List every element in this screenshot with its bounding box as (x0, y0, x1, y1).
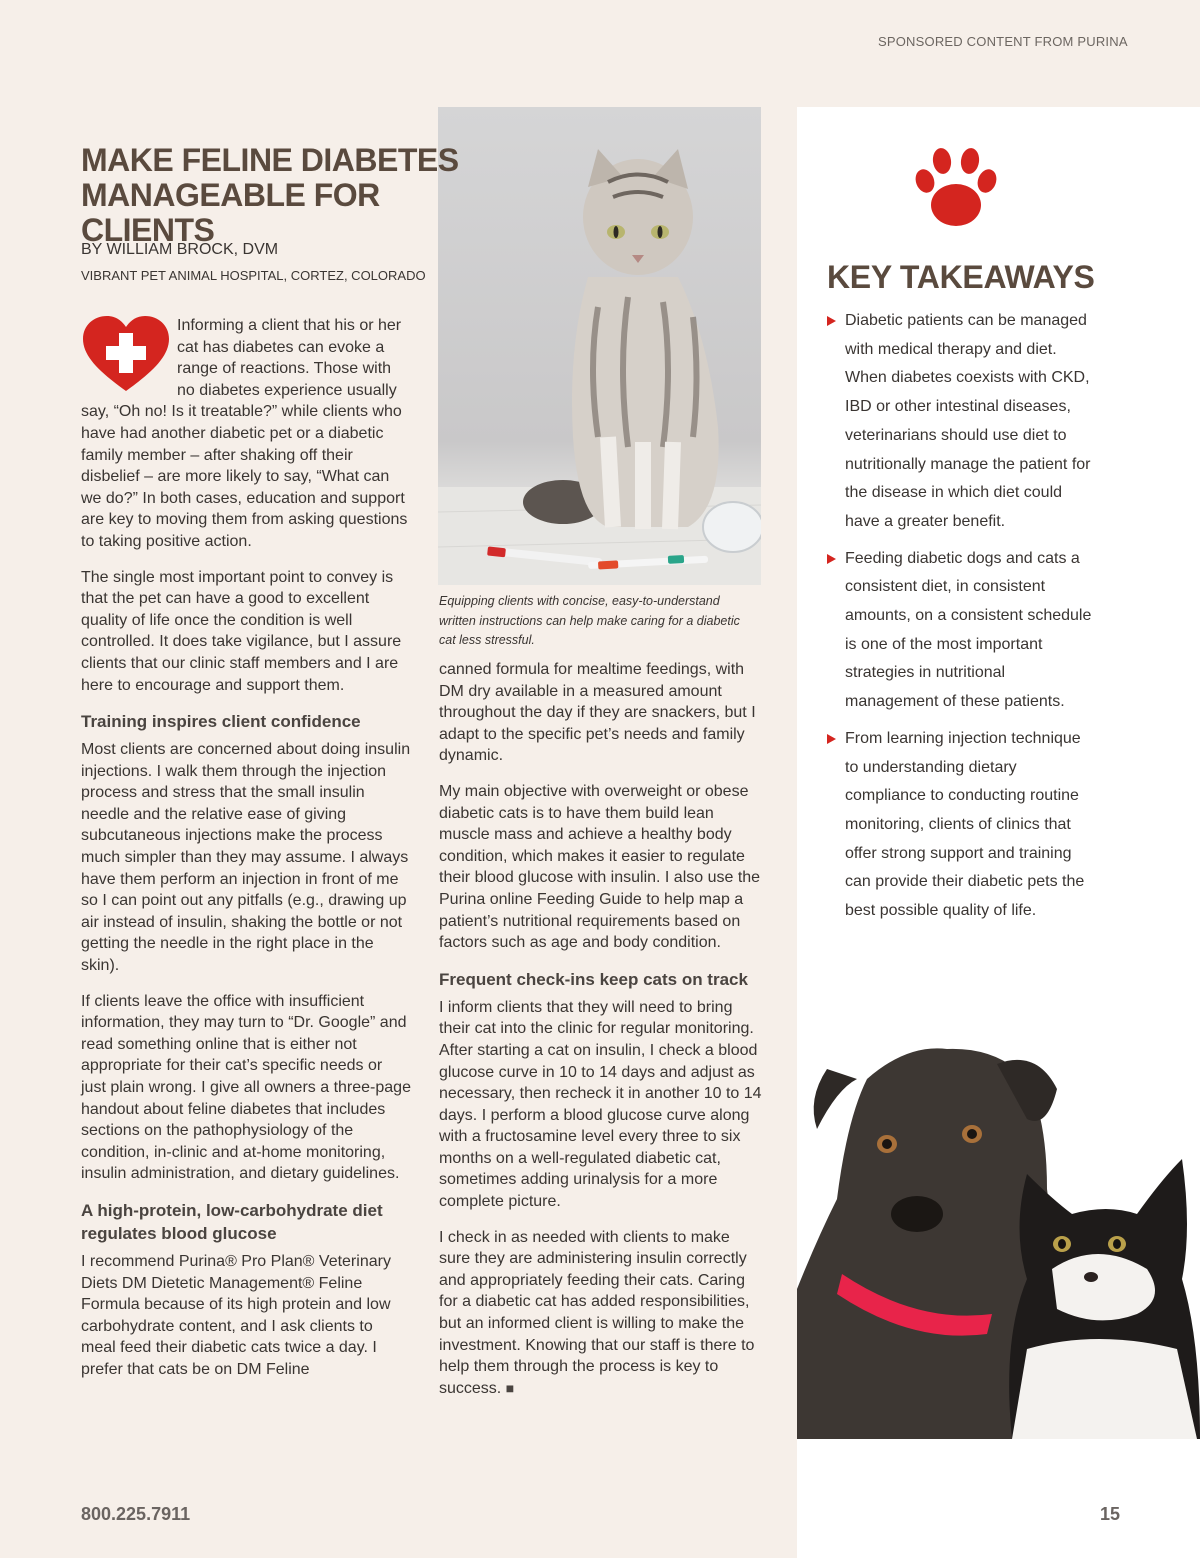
photo-caption: Equipping clients with concise, easy-to-understand written instructions can help make caring for a diabetic cat less stressful. (439, 594, 740, 647)
paragraph: Most clients are concerned about doing insulin injections. I walk them through the injection process and stress that the small insulin needle and the relative ease of giving subcutaneous injections make the process much simpler than they may assume. I always have them perform an injection in front of me so I can point out any pitfalls (e.g., drawing up air instead of insulin, shaking the bottle or not getting the needle in the right place in the skin). (81, 741, 411, 975)
paragraph (81, 315, 411, 553)
paragraph: I recommend Purina® Pro Plan® Veterinary Diets DM Dietetic Management® Feline Formula because of its high protein and low carbohydrate content, and I ask clients to meal feed their diabetic cats twice a day. I prefer that cats be on DM Feline (81, 1252, 391, 1378)
paragraph: canned formula for mealtime feedings, with DM dry available in a measured amount throughout the day if they are snackers, but I adapt to the specific pet’s needs and family dynamic. (439, 661, 756, 765)
paragraph: I inform clients that they will need to bring their cat into the clinic for regular monitoring. After starting a cat on insulin, I check a blood glucose curve in 10 to 14 days and adjust as necessary, then recheck it in another 10 to 14 days. I perform a blood glucose curve along with a fructosamine level every three to six months on a well-regulated diabetic cat, sometimes adding urinalysis for a more complete picture. (439, 998, 762, 1211)
paragraph: The single most important point to convey is that the pet can have a good to excellent quality of life once the condition is well controlled. It does take vigilance, but I assure clients that our clinic staff members and I are here to encourage and support them. (81, 568, 402, 694)
intro-paragraph: Informing a client that his or her cat has diabetes can evoke a range of reactions. Those with no diabetes experience usually say, “Oh no! Is it treatable?” while clients who have had another diabetic pet or a diabetic family member – after shaking off their disbelief – are more likely to say, “What can we do?” In both cases, education and support are key to moving them from asking questions to taking positive action. (81, 317, 408, 550)
sponsor-label: SPONSORED CONTENT FROM PURINA (878, 34, 1128, 49)
key-takeaways-list (827, 307, 1097, 934)
paw-print-icon (915, 147, 997, 229)
article-column-2 (439, 659, 764, 1413)
list-item (827, 307, 1097, 537)
section-heading: Frequent check-ins keep cats on track (439, 969, 748, 989)
heart-cross-icon (81, 315, 171, 395)
author-affiliation: VIBRANT PET ANIMAL HOSPITAL, CORTEZ, COLORADO (81, 268, 426, 283)
triangle-bullet-icon (827, 554, 836, 564)
section-heading: A high-protein, low-carbohydrate diet regulates blood glucose (81, 1200, 383, 1243)
puppy-kitten-photo (797, 1039, 1200, 1439)
list-item (827, 725, 1097, 926)
triangle-bullet-icon (827, 734, 836, 744)
paragraph: My main objective with overweight or obese diabetic cats is to have them build lean muscle mass and achieve a healthy body condition, which makes it easier to regulate their blood glucose with insulin. I also use the Purina online Feeding Guide to help map a patient’s nutritional requirements based on factors such as age and body condition. (439, 782, 761, 952)
author-byline: BY WILLIAM BROCK, DVM (81, 241, 279, 258)
takeaway-text: From learning injection technique to understanding dietary compliance to conducting routine monitoring, clients of clinics that offer strong support and training can provide their diabetic pets the best possible quality of life. (845, 729, 1085, 920)
takeaway-text: Feeding diabetic dogs and cats a consistent diet, in consistent amounts, on a consistent schedule is one of the most important strategies in nutritional management of these patients. (845, 549, 1092, 711)
paragraph (439, 1227, 764, 1400)
article-title: MAKE FELINE DIABETES MANAGEABLE FOR CLIENTS (81, 142, 459, 248)
phone-number: 800.225.7911 (81, 1504, 191, 1524)
takeaway-text: Diabetic patients can be managed with medical therapy and diet. When diabetes coexists with CKD, IBD or other intestinal diseases, veterinarians should use diet to nutritionally manage the patient for the disease in which diet could have a greater benefit. (845, 312, 1091, 530)
end-mark: ■ (505, 1379, 515, 1396)
key-takeaways-title: KEY TAKEAWAYS (827, 259, 1095, 295)
key-takeaways-sidebar (797, 107, 1200, 1558)
page-number: 15 (1100, 1504, 1121, 1524)
article-column-1 (81, 315, 411, 1395)
triangle-bullet-icon (827, 316, 836, 326)
paragraph: If clients leave the office with insufficient information, they may turn to “Dr. Google” and read something online that is either not appropriate for their cat’s specific needs or just plain wrong. I give all owners a three-page handout about feline diabetes that includes sections on the pathophysiology of the condition, in-clinic and at-home monitoring, insulin administration, and dietary guidelines. (81, 992, 411, 1183)
closing-paragraph: I check in as needed with clients to make sure they are administering insulin correctly and appropriately feeding their cats. Caring for a diabetic cat has added responsibilities, but an informed client is willing to make the investment. Knowing that our staff is there to help them through the process is key to success. (439, 1228, 755, 1397)
section-heading: Training inspires client confidence (81, 712, 361, 732)
list-item (827, 545, 1097, 717)
